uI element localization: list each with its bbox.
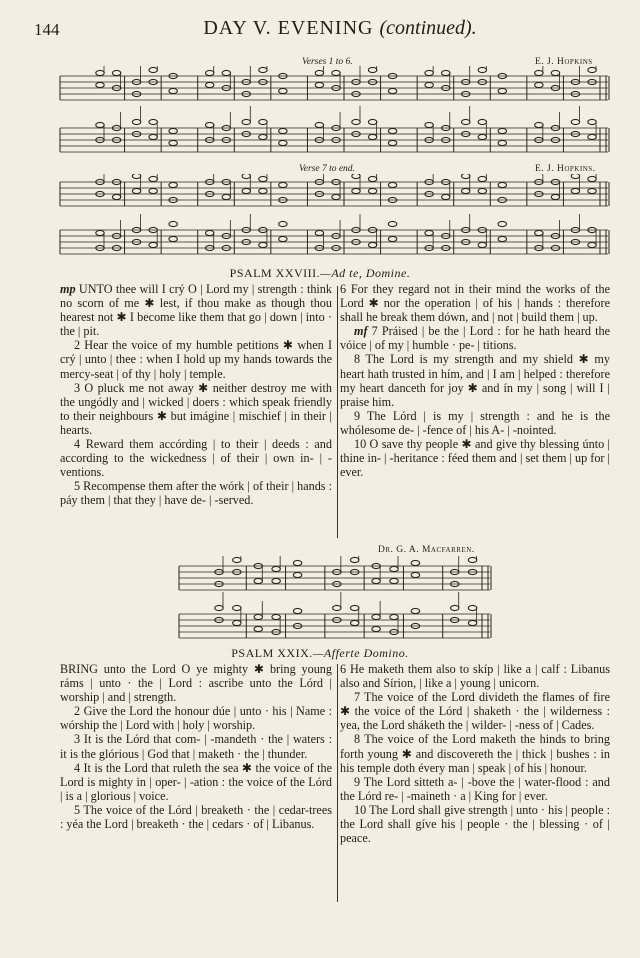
note-head [535,230,543,235]
tune1-composer: E. J. Hopkins [535,57,593,67]
note-head [462,119,470,124]
note-head [169,140,177,145]
verse-text: UNTO thee will I crý O | Lord my | strength : think no scorn of me ✱ lest, if thou make as though thou hearest not ✱ I become like them that go | down | into · the | pit. [60,282,332,339]
note-head [96,122,104,127]
verse [340,437,610,479]
note-head [411,608,419,613]
verse-text: 9 The Lord sitteth a- | -bove the | water-flood : and the Lórd re- | -maineth · a | King for | ever. [340,774,610,803]
verse-text: 8 The Lord is my strength and my shield ✱ my heart hath trusted in hím, and | I am | helped : therefore my heart danceth for joy ✱ and ín my | song | will I | praise him. [340,352,610,409]
verse [60,803,332,831]
verse [60,381,332,437]
tune3-composer: Dr. G. A. Macfarren. [378,545,475,555]
note-head [206,82,214,87]
note-head [390,578,398,583]
note-head [368,242,376,247]
verse-text: 3 O pluck me not away ✱ neither destroy me with the ungódly and | wicked | doers : which speak friendly to their neighbours ✱ but imágine | mischief | in their | hearts. [60,380,332,437]
note-head [498,182,506,187]
note-head [96,82,104,87]
verse-text: 8 The voice of the Lord maketh the hinds to bring forth young ✱ and discovereth the | thick | bushes : in his temple doth évery man | speak | of his | honour. [340,732,610,775]
note-head [149,67,157,72]
note-head [272,566,280,571]
note-head [372,614,380,619]
note-head [132,119,140,124]
note-head [272,578,280,583]
psalm-29-right-column [340,662,610,845]
tune2-verses: Verse 7 to end. [299,164,355,174]
note-head [411,560,419,565]
note-head [462,188,470,193]
note-head [259,67,267,72]
verse [60,479,332,507]
note-head [588,67,596,72]
note-head [498,88,506,93]
note-head [571,119,579,124]
note-head [551,194,559,199]
note-head [279,182,287,187]
psalm-28-number: PSALM XXVIII. [229,266,321,280]
note-head [315,70,323,75]
note-head [279,88,287,93]
note-head [390,566,398,571]
verse-text: 3 It is the Lórd that com- | -mandeth · the | waters : it is the glórious | God that | maketh · the | thunder. [60,732,332,761]
note-head [259,134,267,139]
note-head [233,620,241,625]
note-head [390,614,398,619]
note-head [425,122,433,127]
note-head [388,140,396,145]
verse [60,761,332,803]
note-head [206,70,214,75]
note-head [149,176,157,181]
note-head [315,82,323,87]
note-head [388,182,396,187]
note-head [352,174,360,179]
verse-text: 7 The voice of the Lord divideth the flames of fire ✱ the voice of the Lórd | shaketh · the | wilderness : yea, the Lord sháketh the | wilder- | -ness of | Cades. [340,690,610,733]
verse [340,690,610,732]
note-head [215,605,223,610]
note-head [351,605,359,610]
note-head [132,188,140,193]
verse [340,662,610,690]
dynamic-mark: mp [60,282,76,296]
note-head [498,140,506,145]
note-head [388,221,396,226]
note-head [352,119,360,124]
note-head [368,188,376,193]
note-head [442,194,450,199]
verse [60,437,332,479]
psalm-28-title [0,266,640,281]
verse [60,732,332,760]
note-head [551,70,559,75]
verse-text: 5 The voice of the Lórd | breaketh · the | cedar-trees : yéa the Lord | breaketh · the | cedars · of | Libanus. [60,802,332,832]
note-head [588,242,596,247]
note-head [478,67,486,72]
note-head [293,608,301,613]
note-head [112,194,120,199]
note-head [368,176,376,181]
note-head [242,188,250,193]
note-head [96,230,104,235]
note-head [169,236,177,241]
note-head [388,128,396,133]
note-head [571,174,579,179]
page-number: 144 [34,20,60,39]
note-head [425,70,433,75]
column-rule [337,286,338,538]
dynamic-mark: mf [354,324,368,339]
verse-text: 4 Reward them accórding | to their | deeds : and according to the wickedness | of their | own in- | -ventions. [60,437,332,480]
tune1-verses: Verses 1 to 6. [302,57,353,67]
note-head [242,119,250,124]
note-head [279,236,287,241]
psalm-29-title [0,646,640,661]
note-head [352,188,360,193]
verse [340,732,610,774]
note-head [498,221,506,226]
note-head [388,236,396,241]
note-head [254,578,262,583]
verse [340,282,610,324]
verse [60,662,332,704]
note-head [169,128,177,133]
note-head [293,560,301,565]
note-head [242,174,250,179]
note-head [254,614,262,619]
note-head [206,230,214,235]
note-head [368,67,376,72]
note-head [468,620,476,625]
note-head [468,557,476,562]
verse-text: 6 He maketh them also to skíp | like a | calf : Libanus also and Sírion, | like a | young | unicorn. [340,662,610,691]
note-head [588,188,596,193]
verse-text: 6 For they regard not in their mind the works of the Lord ✱ nor the operation | of his | hands : therefore shall he break them dówn, and | not | build them | up. [340,282,610,325]
verse-text: 2 Hear the voice of my humble petitions ✱ when I crý | unto | thee : when I hold up my hands towards the mercy-seat | of thy | holy | temple. [60,338,332,381]
tune2-composer: E. J. Hopkins. [535,164,596,174]
note-head [588,119,596,124]
note-head [478,119,486,124]
verse [60,282,332,338]
psalm-28-right-column [340,282,610,479]
note-head [462,174,470,179]
note-head [132,174,140,179]
running-head [0,17,640,40]
note-head [233,605,241,610]
note-head [169,88,177,93]
note-head [411,572,419,577]
verse-text: 4 It is the Lord that ruleth the sea ✱ the voice of the Lord is mighty in | oper- | -ation : the voice of the Lórd | is a | glorious | voice. [60,760,332,803]
note-head [588,134,596,139]
note-head [233,557,241,562]
chant-score-3 [177,556,492,646]
note-head [372,578,380,583]
verse [340,324,610,352]
note-head [468,605,476,610]
verse-text: 10 O save thy people ✱ and give thy blessing únto | thine in- | -heritance : féed them and | set them | up for | ever. [340,437,610,480]
note-head [279,140,287,145]
note-head [112,70,120,75]
running-head-continued: (continued). [379,17,477,39]
note-head [259,176,267,181]
verse [60,338,332,380]
psalm-29-left-column [60,662,332,831]
note-head [333,605,341,610]
note-head [169,182,177,187]
note-head [293,572,301,577]
verse-text: 9 The Lórd | is my | strength : and he is the whólesome de- | -fence of | his A- | -nointed. [340,408,610,437]
note-head [206,122,214,127]
verse [340,409,610,437]
note-head [478,188,486,193]
note-head [96,70,104,75]
note-head [535,70,543,75]
psalm-28-left-column [60,282,332,508]
note-head [332,70,340,75]
note-head [254,626,262,631]
note-head [149,119,157,124]
note-head [149,242,157,247]
note-head [315,122,323,127]
note-head [332,194,340,199]
running-head-title: DAY V. EVENING [203,17,374,39]
note-head [498,236,506,241]
note-head [372,626,380,631]
note-head [442,70,450,75]
note-head [535,122,543,127]
note-head [451,605,459,610]
note-head [368,119,376,124]
verse [340,803,610,845]
note-head [478,176,486,181]
chant-score-2 [58,174,610,264]
verse-text: BRING unto the Lord O ye mighty ✱ bring young ráms | unto · the | Lord : ascribe unto the Lórd | worship | and | strength. [60,662,332,705]
note-head [425,82,433,87]
verse [340,352,610,408]
note-head [169,221,177,226]
psalm-29-latin: —Afferte Domino. [312,646,409,660]
note-head [222,70,230,75]
verse-text: 2 Give the Lord the honour dúe | unto · his | Name : wórship the | Lord with | holy | worship. [60,704,332,733]
note-head [272,614,280,619]
verse [60,704,332,732]
note-head [149,188,157,193]
note-head [279,128,287,133]
verse-text: 5 Recompense them after the wórk | of their | hands : páy them | that they | have de- | -served. [60,479,332,508]
verse-text: 7 Práised | be the | Lord : for he hath heard the vóice | of my | humble · pe- | titions. [340,324,610,353]
note-head [368,134,376,139]
note-head [259,119,267,124]
note-head [149,134,157,139]
verse [340,775,610,803]
psalm-28-latin: —Ad te, Domine. [320,266,411,280]
note-head [571,188,579,193]
psalm-29-number: PSALM XXIX. [231,646,313,660]
note-head [259,188,267,193]
note-head [478,242,486,247]
chant-score-1 [58,66,610,166]
note-head [588,176,596,181]
note-head [259,242,267,247]
column-rule [337,664,338,902]
note-head [222,194,230,199]
note-head [498,128,506,133]
note-head [388,88,396,93]
note-head [425,230,433,235]
note-head [351,620,359,625]
verse-text: 10 The Lord shall give strength | unto · his | people : the Lord shall gíve his | people · the | blessing · of | peace. [340,802,610,846]
note-head [315,230,323,235]
note-head [351,557,359,562]
note-head [535,82,543,87]
note-head [279,221,287,226]
note-head [478,134,486,139]
